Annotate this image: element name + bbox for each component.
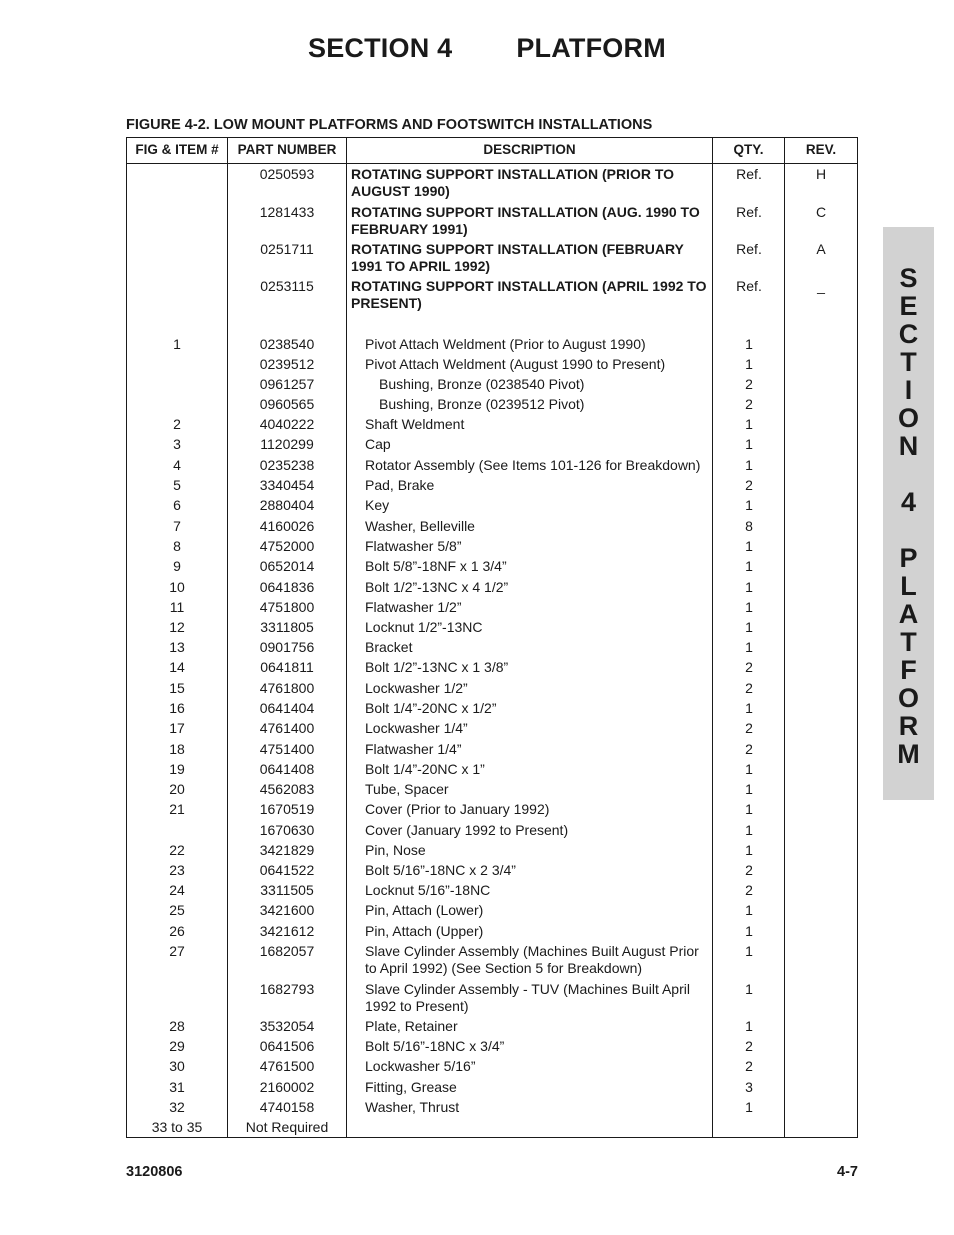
description-cell: Pivot Attach Weldment (August 1990 to Present) <box>365 356 666 372</box>
qty-cell: 1 <box>745 538 753 554</box>
part-number-cell: 1682793 <box>259 981 315 997</box>
description-cell: Lockwasher 1/4” <box>365 720 468 736</box>
qty-cell: 1 <box>745 416 753 432</box>
qty-cell: 1 <box>745 497 753 513</box>
qty-cell: 1 <box>745 981 753 997</box>
side-tab-letter: E <box>899 291 918 321</box>
fig-item-cell: 20 <box>169 781 185 797</box>
part-number-cell: 4740158 <box>259 1099 315 1115</box>
description-cell: ROTATING SUPPORT INSTALLATION (FEBRUARY 1991 TO APRIL 1992) <box>351 241 684 274</box>
description-cell: Pad, Brake <box>365 477 435 493</box>
side-tab-letter: T <box>900 347 917 377</box>
qty-cell: 1 <box>745 801 753 817</box>
part-number-cell: 0238540 <box>259 336 315 352</box>
description-cell: Rotator Assembly (See Items 101-126 for Breakdown) <box>365 457 701 473</box>
description-cell: Bolt 1/2”-13NC x 1 3/8” <box>365 659 509 675</box>
fig-item-cell: 29 <box>169 1038 185 1054</box>
part-number-cell: 0641408 <box>259 761 315 777</box>
qty-cell: 1 <box>745 902 753 918</box>
qty-cell: 1 <box>745 822 753 838</box>
description-cell: Flatwasher 1/2” <box>365 599 462 615</box>
qty-cell: 1 <box>745 1099 753 1115</box>
description-cell: Bolt 5/16”-18NC x 2 3/4” <box>365 862 516 878</box>
part-number-cell: 1670519 <box>259 801 315 817</box>
fig-item-cell: 4 <box>173 457 181 473</box>
part-number-cell: 4562083 <box>259 781 315 797</box>
description-cell: Locknut 5/16”-18NC <box>365 882 491 898</box>
side-tab-letter: L <box>900 571 917 601</box>
rev-cell: C <box>815 204 827 220</box>
description-cell: Bolt 1/2”-13NC x 4 1/2” <box>365 579 509 595</box>
fig-item-cell: 23 <box>169 862 185 878</box>
part-number-cell: 1682057 <box>259 943 315 959</box>
fig-item-cell: 21 <box>169 801 185 817</box>
column-divider <box>346 138 347 1137</box>
fig-item-cell: 26 <box>169 923 185 939</box>
part-number-cell: 4160026 <box>259 518 315 534</box>
part-number-cell: 0253115 <box>260 278 314 294</box>
part-number-cell: 0235238 <box>259 457 315 473</box>
part-number-cell: 3421612 <box>259 923 315 939</box>
description-cell: Bolt 5/16”-18NC x 3/4” <box>365 1038 505 1054</box>
fig-item-cell: 2 <box>173 416 181 432</box>
qty-cell: 2 <box>745 396 753 412</box>
fig-item-cell: 14 <box>169 659 185 675</box>
part-number-cell: 3532054 <box>259 1018 315 1034</box>
doc-number: 3120806 <box>126 1164 183 1180</box>
fig-item-cell: 25 <box>169 902 185 918</box>
qty-cell: 3 <box>745 1079 753 1095</box>
part-number-cell: 0961257 <box>259 376 315 392</box>
qty-cell: 1 <box>745 781 753 797</box>
rev-cell: A <box>816 241 826 257</box>
column-header-fig: FIG & ITEM # <box>135 142 219 157</box>
fig-item-cell: 11 <box>169 599 185 615</box>
qty-cell: 1 <box>745 336 753 352</box>
qty-cell: 1 <box>745 943 753 959</box>
side-tab-letter: O <box>897 403 919 433</box>
fig-item-cell: 8 <box>173 538 181 554</box>
description-cell: ROTATING SUPPORT INSTALLATION (APRIL 1992 TO PRESENT) <box>351 278 707 311</box>
part-number-cell: 2160002 <box>259 1079 315 1095</box>
part-number-cell: 0652014 <box>259 558 315 574</box>
part-number-cell: 0641811 <box>260 659 314 675</box>
fig-item-cell: 1 <box>173 336 181 352</box>
description-cell: Washer, Thrust <box>365 1099 460 1115</box>
fig-item-cell: 30 <box>169 1058 185 1074</box>
fig-item-cell: 19 <box>169 761 185 777</box>
qty-cell: 1 <box>745 579 753 595</box>
part-number-cell: 4761400 <box>259 720 315 736</box>
description-cell: Bolt 1/4”-20NC x 1” <box>365 761 485 777</box>
part-number-cell: 0641506 <box>259 1038 315 1054</box>
description-cell: Tube, Spacer <box>365 781 449 797</box>
part-number-cell: 0901756 <box>259 639 315 655</box>
column-header-qty: QTY. <box>733 142 764 157</box>
side-tab-letter: S <box>899 263 918 293</box>
description-cell: Flatwasher 5/8” <box>365 538 462 554</box>
part-number-cell: 0641522 <box>259 862 315 878</box>
part-number-cell: 0960565 <box>259 396 315 412</box>
rev-cell: H <box>815 166 827 182</box>
description-cell: Plate, Retainer <box>365 1018 458 1034</box>
description-cell: Bolt 1/4”-20NC x 1/2” <box>365 700 497 716</box>
part-number-cell: 4040222 <box>259 416 315 432</box>
side-tab-letter: I <box>904 375 913 405</box>
part-number-cell: 3421600 <box>259 902 315 918</box>
part-number-cell: 2880404 <box>259 497 315 513</box>
qty-cell: 2 <box>745 720 753 736</box>
fig-item-cell: 6 <box>173 497 181 513</box>
qty-cell: Ref. <box>736 204 762 220</box>
column-header-part-number: PART NUMBER <box>237 142 337 157</box>
figure-title: FIGURE 4-2. LOW MOUNT PLATFORMS AND FOOTSWITCH INSTALLATIONS <box>126 117 653 133</box>
description-cell: Pin, Attach (Upper) <box>365 923 484 939</box>
description-cell: Pin, Nose <box>365 842 426 858</box>
fig-item-cell: 22 <box>169 842 185 858</box>
fig-item-cell: 5 <box>173 477 181 493</box>
side-tab-letter: N <box>898 431 919 461</box>
fig-item-cell: 24 <box>169 882 185 898</box>
part-number-cell: 4751800 <box>259 599 315 615</box>
section-name: PLATFORM <box>516 33 666 63</box>
qty-cell: 2 <box>745 1038 753 1054</box>
qty-cell: 1 <box>745 761 753 777</box>
part-number-cell: 0641404 <box>259 700 315 716</box>
side-tab-letter: M <box>897 739 920 769</box>
side-tab-letter: O <box>897 683 919 713</box>
fig-item-cell: 27 <box>169 943 185 959</box>
section-side-tab <box>883 227 934 800</box>
fig-item-cell: 33 to 35 <box>151 1119 203 1135</box>
fig-item-cell: 7 <box>173 518 181 534</box>
description-cell: ROTATING SUPPORT INSTALLATION (PRIOR TO AUGUST 1990) <box>351 166 675 199</box>
qty-cell: 1 <box>745 619 753 635</box>
side-tab-letter: 4 <box>900 487 917 517</box>
qty-cell: Ref. <box>736 241 762 257</box>
description-cell: Locknut 1/2”-13NC <box>365 619 483 635</box>
page-number: 4-7 <box>837 1164 858 1180</box>
fig-item-cell: 16 <box>169 700 185 716</box>
qty-cell: 2 <box>745 376 753 392</box>
fig-item-cell: 15 <box>169 680 185 696</box>
column-header-rev: REV. <box>805 142 837 157</box>
part-number-cell: 0250593 <box>259 166 315 182</box>
part-number-cell: 1281433 <box>259 204 315 220</box>
qty-cell: Ref. <box>736 278 762 294</box>
qty-cell: 1 <box>745 599 753 615</box>
part-number-cell: 3340454 <box>259 477 315 493</box>
qty-cell: 8 <box>745 518 753 534</box>
qty-cell: 2 <box>745 659 753 675</box>
part-number-cell: 3311505 <box>260 882 314 898</box>
qty-cell: 1 <box>745 923 753 939</box>
description-cell: Shaft Weldment <box>365 416 465 432</box>
part-number-cell: Not Required <box>245 1119 329 1135</box>
description-cell: Pivot Attach Weldment (Prior to August 1990) <box>365 336 646 352</box>
fig-item-cell: 28 <box>169 1018 185 1034</box>
fig-item-cell: 9 <box>173 558 181 574</box>
qty-cell: 2 <box>745 741 753 757</box>
header-divider <box>127 163 857 164</box>
fig-item-cell: 18 <box>169 741 185 757</box>
description-cell: Slave Cylinder Assembly - TUV (Machines Built April 1992 to Present) <box>365 981 690 1014</box>
fig-item-cell: 12 <box>169 619 185 635</box>
description-cell: Cover (Prior to January 1992) <box>365 801 550 817</box>
description-cell: Bushing, Bronze (0238540 Pivot) <box>379 376 585 392</box>
description-cell: Cap <box>365 436 391 452</box>
part-number-cell: 1670630 <box>259 822 315 838</box>
side-tab-letter: P <box>899 543 918 573</box>
description-cell: Flatwasher 1/4” <box>365 741 462 757</box>
qty-cell: 1 <box>745 356 753 372</box>
qty-cell: 1 <box>745 700 753 716</box>
description-cell: Key <box>365 497 390 513</box>
part-number-cell: 4761800 <box>259 680 315 696</box>
side-tab-letter: F <box>900 655 917 685</box>
parts-table <box>126 137 858 1138</box>
qty-cell: 2 <box>745 680 753 696</box>
part-number-cell: 0251711 <box>260 241 314 257</box>
part-number-cell: 0641836 <box>259 579 315 595</box>
fig-item-cell: 13 <box>169 639 185 655</box>
part-number-cell: 1120299 <box>260 436 314 452</box>
description-cell: Slave Cylinder Assembly (Machines Built August Prior to April 1992) (See Section 5 for Breakdown) <box>365 943 699 976</box>
part-number-cell: 0239512 <box>259 356 315 372</box>
qty-cell: Ref. <box>736 166 762 182</box>
description-cell: Bracket <box>365 639 413 655</box>
description-cell: Pin, Attach (Lower) <box>365 902 484 918</box>
fig-item-cell: 17 <box>169 720 185 736</box>
part-number-cell: 3421829 <box>259 842 315 858</box>
side-tab-letter: A <box>898 599 919 629</box>
description-cell: ROTATING SUPPORT INSTALLATION (AUG. 1990 TO FEBRUARY 1991) <box>351 204 700 237</box>
description-cell: Bushing, Bronze (0239512 Pivot) <box>379 396 585 412</box>
qty-cell: 1 <box>745 436 753 452</box>
qty-cell: 1 <box>745 558 753 574</box>
fig-item-cell: 32 <box>169 1099 185 1115</box>
qty-cell: 2 <box>745 477 753 493</box>
description-cell: Washer, Belleville <box>365 518 475 534</box>
description-cell: Cover (January 1992 to Present) <box>365 822 569 838</box>
side-tab-letter: T <box>900 627 917 657</box>
side-tab-letter: C <box>898 319 919 349</box>
part-number-cell: 3311805 <box>260 619 314 635</box>
side-tab-letter: R <box>898 711 919 741</box>
qty-cell: 2 <box>745 862 753 878</box>
qty-cell: 2 <box>745 882 753 898</box>
section-label: SECTION 4 <box>308 33 453 63</box>
fig-item-cell: 10 <box>169 579 185 595</box>
part-number-cell: 4752000 <box>259 538 315 554</box>
qty-cell: 1 <box>745 842 753 858</box>
description-cell: Bolt 5/8”-18NF x 1 3/4” <box>365 558 507 574</box>
rev-cell: _ <box>817 278 825 294</box>
fig-item-cell: 31 <box>169 1079 185 1095</box>
qty-cell: 2 <box>745 1058 753 1074</box>
part-number-cell: 4761500 <box>259 1058 315 1074</box>
part-number-cell: 4751400 <box>259 741 315 757</box>
qty-cell: 1 <box>745 1018 753 1034</box>
page-title <box>308 33 666 64</box>
fig-item-cell: 3 <box>173 436 181 452</box>
qty-cell: 1 <box>745 639 753 655</box>
description-cell: Fitting, Grease <box>365 1079 457 1095</box>
description-cell: Lockwasher 1/2” <box>365 680 468 696</box>
qty-cell: 1 <box>745 457 753 473</box>
description-cell: Lockwasher 5/16” <box>365 1058 476 1074</box>
column-header-description: DESCRIPTION <box>483 142 576 157</box>
